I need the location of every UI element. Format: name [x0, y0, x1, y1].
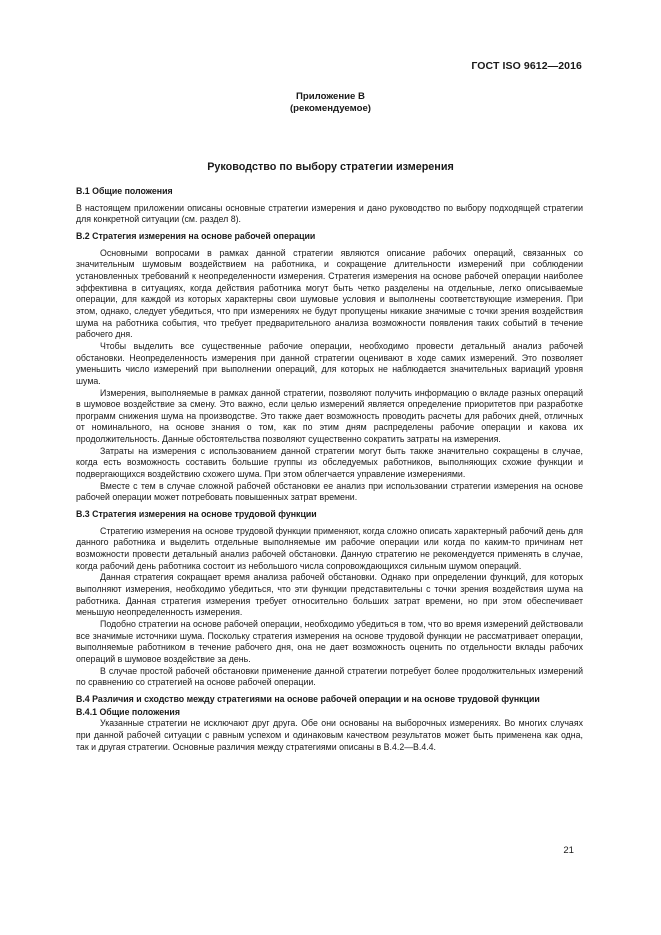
section-heading-b3: B.3 Стратегия измерения на основе трудовой функции: [76, 509, 317, 520]
paragraph: Основными вопросами в рамках данной стратегии являются описание рабочих операций, связанных со значительным шумовым воздействием на работника, и сокращение длительности измерений при соблюдении установленных требований к неопределенности измерения. Стратегия измерения на основе рабочей операции наиболее эффективна в ситуациях, когда действия работника могут быть четко разделены на отдельные, легко описываемые операции, для каждой из которых характерны свои шумовые условия и выполнены соответствующие измерения. При этом, однако, следует убедиться, что при измерениях не будут пропущены никакие значимые с точки зрения воздействия шума на работника события, что требует предварительного анализа возможности появления таких событий в течение рабочего дня.: [76, 247, 583, 340]
paragraph: Данная стратегия сокращает время анализа рабочей обстановки. Однако при определении функций, для которых выполняют измерения, необходимо убедиться, что эти функции представительны с точки зрения воздействия шума на работника. Данная стратегия измерения требует относительно больших затрат времени, но при этом обеспечивает меньшую неопределенность измерения.: [76, 572, 583, 618]
section-heading-b4: B.4 Различия и сходство между стратегиями на основе рабочей операции и на основе трудовой функции: [76, 693, 540, 704]
document-body: [76, 186, 583, 753]
annex-title: Руководство по выбору стратегии измерения: [207, 161, 454, 173]
section-heading-b2: B.2 Стратегия измерения на основе рабочей операции: [76, 230, 316, 241]
section-heading-b1: B.1 Общие положения: [76, 186, 173, 196]
annex-label: Приложение B: [296, 91, 365, 102]
paragraph: В случае простой рабочей обстановки применение данной стратегии потребует более продолжительных измерений по сравнению со стратегией на основе рабочей операции.: [76, 665, 583, 688]
paragraph: Чтобы выделить все существенные рабочие операции, необходимо провести детальный анализ рабочей обстановки. Неопределенность измерения при данной стратегии оценивают в ходе самих измерений. Это позволяет уменьшить число измерений при выполнении операций, для которых не наблюдается значительных вариаций уровня шума.: [76, 340, 583, 386]
paragraph: Измерения, выполняемые в рамках данной стратегии, позволяют получить информацию о вкладе разных операций в шумовое воздействие за смену. Это важно, если целью измерений является определение приоритетов при разработке программ снижения шума на производстве. Это также дает возможность проводить расчеты для рабочих дней, отличных от номинального, на основе знания о том, как по этим дням распределены рабочие операции и какова их продолжительность. Данные обстоятельства позволяют существенно сократить затраты на измерения.: [76, 387, 583, 445]
paragraph: Стратегию измерения на основе трудовой функции применяют, когда сложно описать характерный рабочий день для данного работника и выделить отдельные выполняемые им рабочие операции или когда по каким-то причинам нет возможности провести детальный анализ рабочей обстановки. Данную стратегию не рекомендуется применять в случае, когда рабочий день работника состоит из небольшого числа сопровождающихся сильным шумом операций.: [76, 525, 583, 571]
annex-status: (рекомендуемое): [289, 103, 371, 114]
subsection-heading-b4-1: B.4.1 Общие положения: [76, 706, 180, 717]
paragraph: Вместе с тем в случае сложной рабочей обстановки ее анализ при использовании стратегии измерения на основе рабочей операции может потребовать повышенных затрат времени.: [76, 480, 583, 503]
paragraph: Подобно стратегии на основе рабочей операции, необходимо убедиться в том, что во время измерений действовали все значимые источники шума. Поскольку стратегия измерения на основе трудовой функции не рассматривает операции, выполняемые работником в течение рабочего дня, она не дает возможность оценить по отдельности вклады рабочих операций в шумовое воздействие за день.: [76, 618, 583, 664]
paragraph: В настоящем приложении описаны основные стратегии измерения и дано руководство по выбору подходящей стратегии для конкретной ситуации (см. раздел 8).: [76, 202, 583, 225]
standard-designation: ГОСТ ISO 9612—2016: [471, 60, 582, 72]
paragraph: Затраты на измерения с использованием данной стратегии могут быть также значительно сокращены в случае, когда есть возможность составить большие группы из обследуемых работников, выполняющих схожие функции и подвергающихся воздействию схожего шума. При этом облегчается управление измерениями.: [76, 445, 583, 480]
paragraph: Указанные стратегии не исключают друг друга. Обе они основаны на выборочных измерениях. Во многих случаях при данной рабочей ситуации с равным успехом и одинаковым качеством результатов может быть применена как одна, так и другая стратегии. Основные различия между стратегиями описаны в B.4.2—B.4.4.: [76, 718, 583, 752]
page-number: 21: [563, 845, 574, 856]
